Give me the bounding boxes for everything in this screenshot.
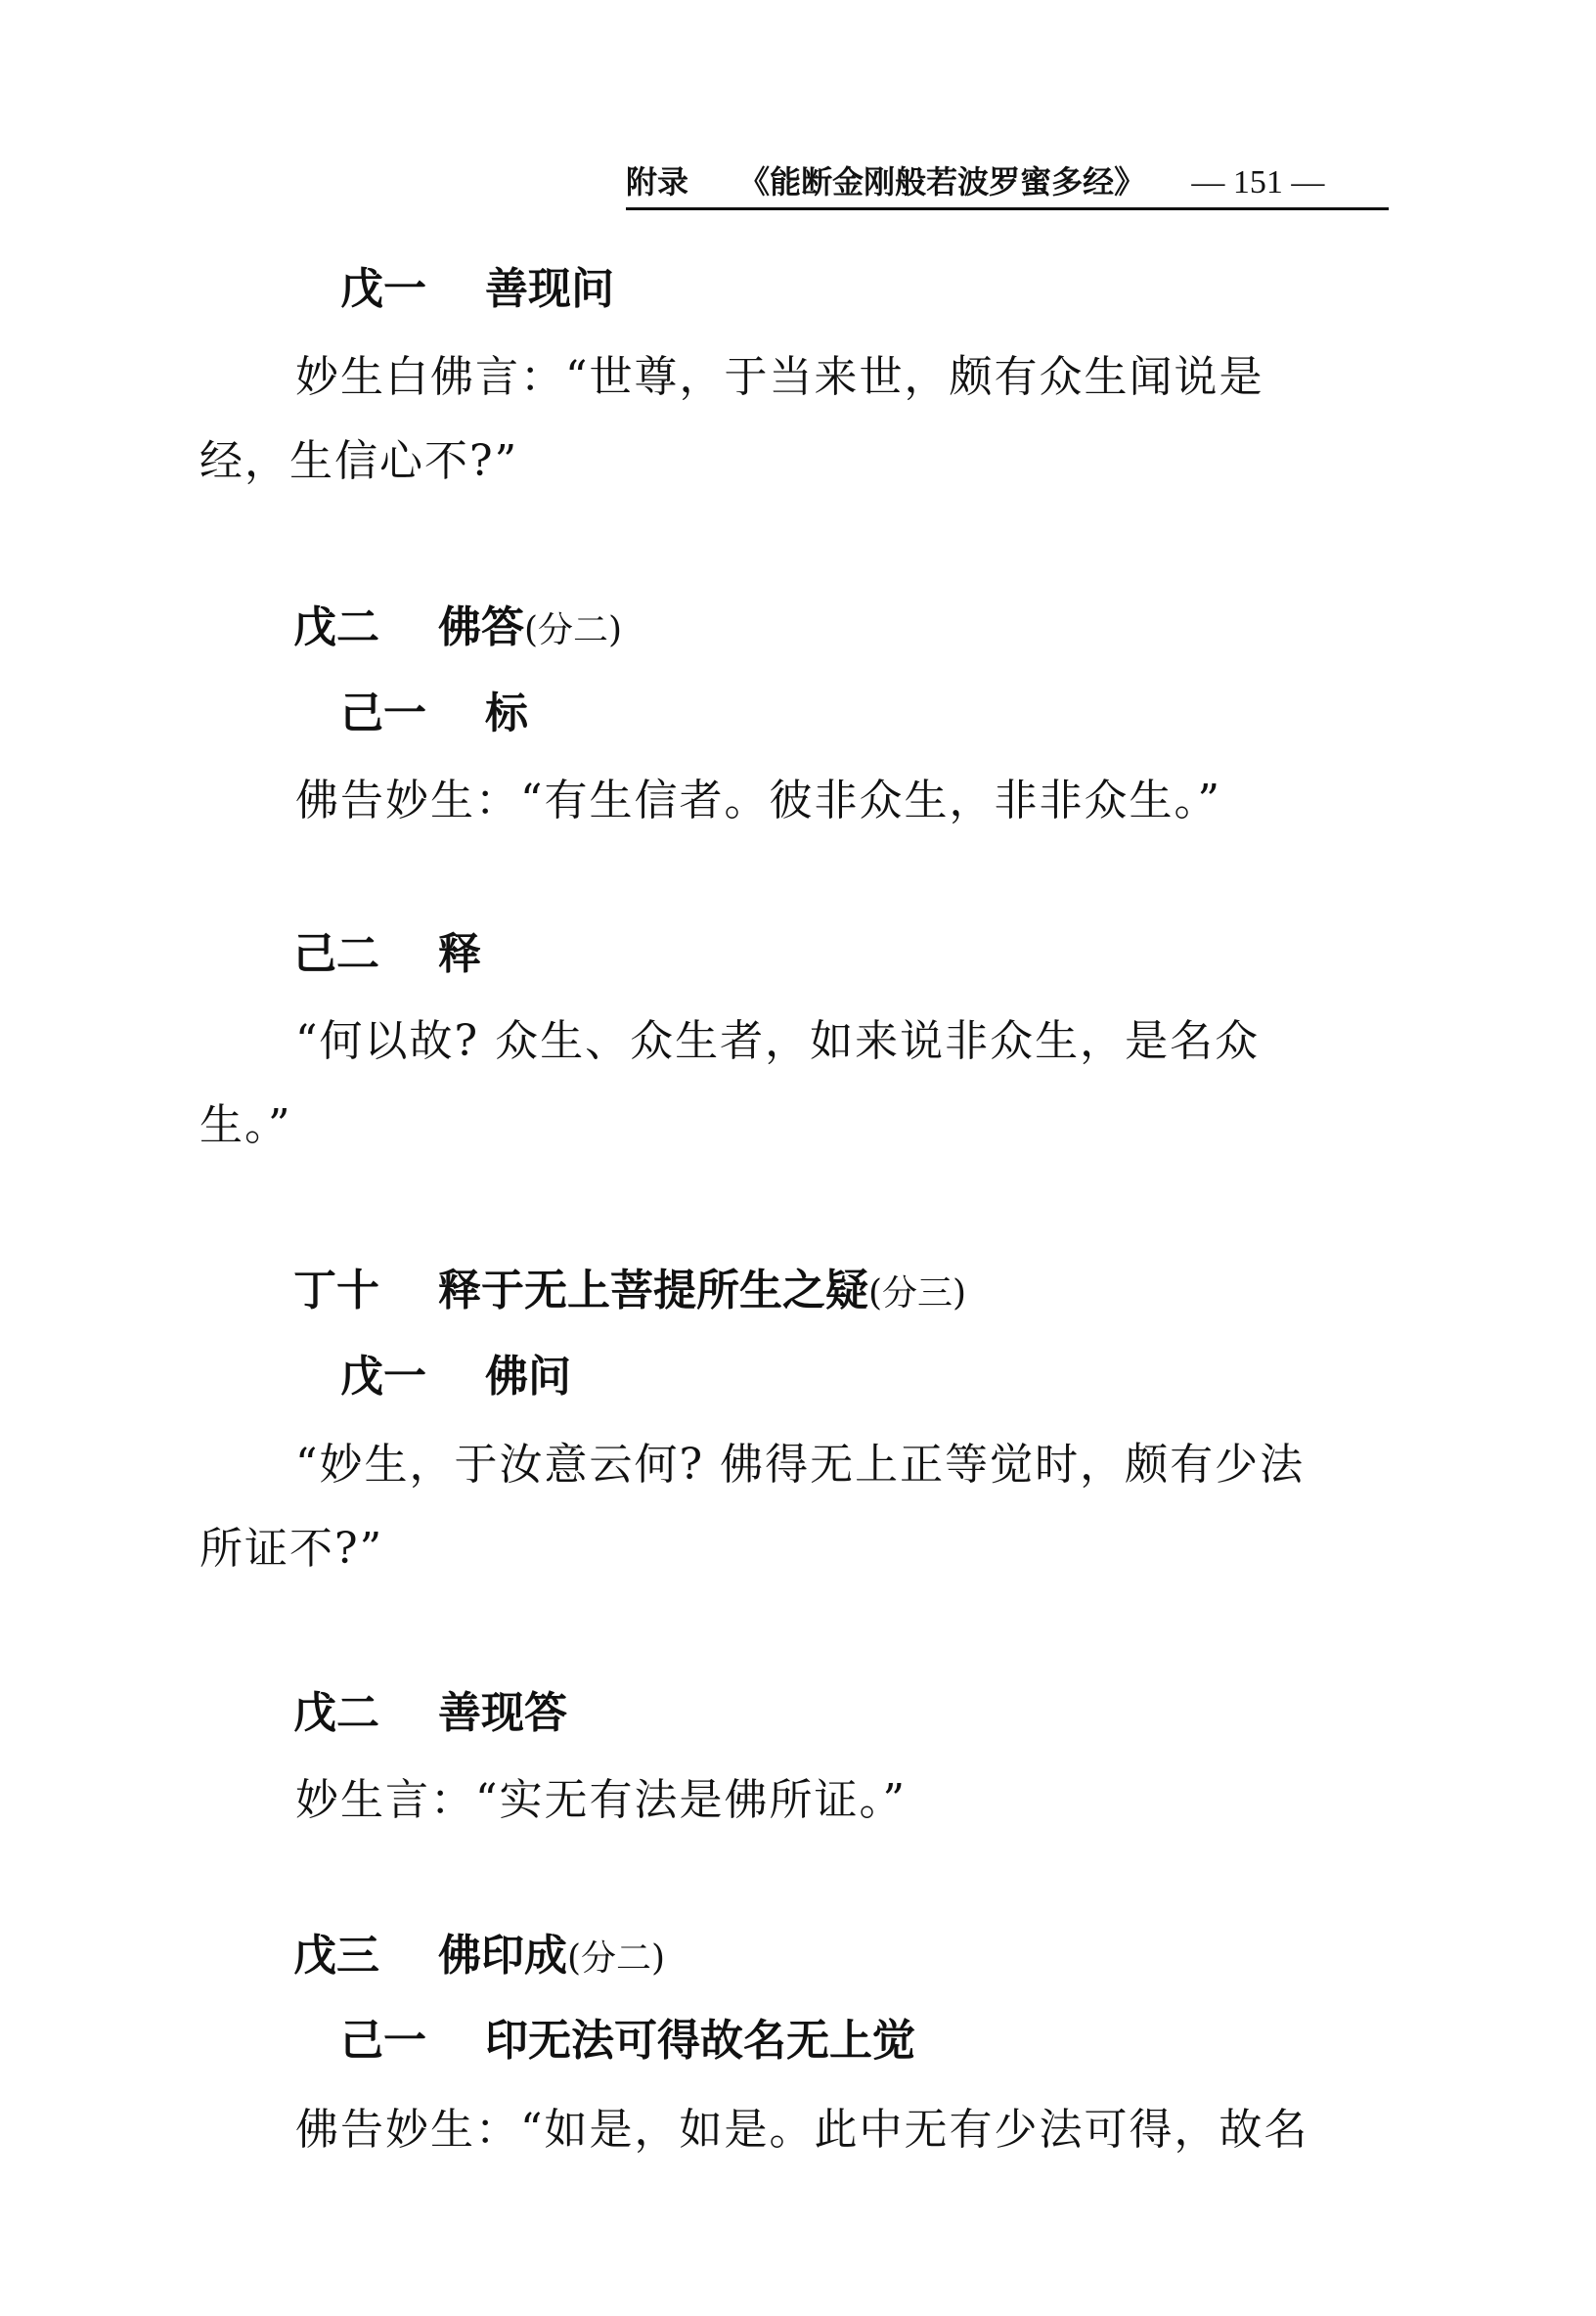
paragraph-line: 所证不?” [200,1524,384,1574]
heading-number: 己一 [340,2016,426,2066]
paragraph-line: 妙生言：“实无有法是佛所证。” [295,1775,907,1825]
section-heading [293,599,622,657]
paragraph-line: 经，生信心不?” [200,436,519,486]
heading-number: 己二 [293,929,379,979]
section-heading [340,2012,915,2071]
heading-title: 释于无上菩提所生之疑 [438,1266,868,1315]
paragraph-line: “何以故? 众生、众生者，如来说非众生，是名众 [295,1016,1261,1066]
heading-number: 戊一 [340,264,426,314]
heading-title: 释 [438,929,481,979]
heading-number: 己一 [340,689,426,738]
heading-note: (分二) [567,1938,666,1979]
heading-title: 印无法可得故名无上觉 [485,2016,915,2066]
paragraph-line: 妙生白佛言：“世尊，于当来世，颇有众生闻说是 [295,352,1264,402]
paragraph-line: 生。” [200,1100,292,1150]
body-paragraph [200,1423,1393,1591]
heading-note: (分二) [524,610,623,650]
heading-number: 戊二 [293,602,379,652]
header-book-title: 《能断金刚般若波罗蜜多经》 [738,163,1146,200]
section-heading [293,1262,966,1320]
page-number: — 151 — [1191,164,1325,200]
section-heading [340,1348,571,1406]
paragraph-line: 佛告妙生：“有生信者。彼非众生，非非众生。” [295,776,1221,825]
body-paragraph [200,335,1393,504]
heading-title: 佛答 [438,602,524,652]
heading-title: 标 [485,689,528,738]
heading-number: 丁十 [293,1266,379,1315]
section-heading [293,925,481,984]
paragraph-line: “妙生，于汝意云何? 佛得无上正等觉时，颇有少法 [295,1440,1306,1490]
section-heading [340,260,614,319]
heading-title: 佛问 [485,1352,571,1402]
heading-number: 戊一 [340,1352,426,1402]
header-section: 附录 [626,163,689,200]
running-header [626,156,1389,210]
paragraph-line: 佛告妙生：“如是，如是。此中无有少法可得，故名 [295,2105,1309,2155]
section-heading [293,1684,567,1743]
body-paragraph [200,759,1393,843]
section-heading [293,1927,665,1985]
section-heading [340,685,528,743]
heading-title: 善现答 [438,1688,567,1738]
body-paragraph [200,1759,1393,1843]
body-paragraph [200,1000,1393,1168]
heading-title: 善现问 [485,264,614,314]
heading-title: 佛印成 [438,1931,567,1981]
heading-note: (分三) [868,1273,967,1314]
heading-number: 戊三 [293,1931,379,1981]
heading-number: 戊二 [293,1688,379,1738]
body-paragraph [200,2088,1393,2172]
